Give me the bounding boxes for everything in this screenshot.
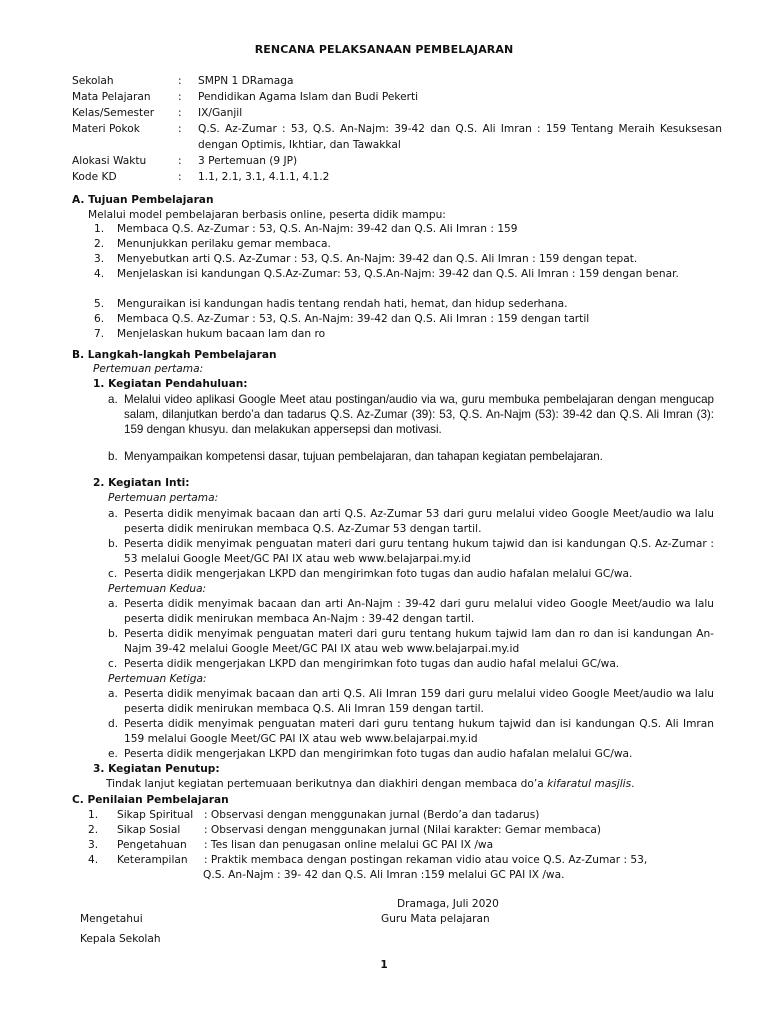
assessment-type: Sikap Sosial — [117, 824, 181, 836]
assessment-row — [88, 853, 647, 868]
section-b-heading: B. Langkah-langkah Pembelajaran — [72, 349, 277, 361]
assessment-number: 4. — [88, 854, 99, 866]
closing-prayer-name: kifaratul masjlis — [547, 778, 632, 790]
closing-paragraph — [106, 777, 635, 792]
identity-value: 1.1, 2.1, 3.1, 4.1.1, 4.1.2 — [198, 171, 330, 183]
closing-period: . — [631, 778, 635, 790]
list-item: Peserta didik menyimak bacaan dan arti An-Najm : 39-42 dari guru melalui video Google Meet/audio wa lalu peserta didik menirukan membaca An-Najm : 39-42 dengan tartil. — [124, 598, 714, 625]
list-number: 2. — [94, 238, 105, 250]
list-number: 4. — [94, 268, 105, 280]
list-item: Peserta didik menyimak bacaan dan arti Q.S. Az-Zumar 53 dari guru melalui video Google Meet/audio wa lalu peserta didik menirukan membaca Q.S. Az-Zumar 53 dengan tartil. — [124, 508, 714, 535]
meeting-label: Pertemuan Kedua: — [108, 583, 207, 595]
list-number: 6. — [94, 313, 105, 325]
list-item: Menguraikan isi kandungan hadis tentang rendah hati, hemat, dan hidup sederhana. — [117, 298, 568, 310]
assessment-type: Sikap Spiritual — [117, 809, 194, 821]
subsection-heading: 2. Kegiatan Inti: — [93, 477, 190, 489]
identity-sep: : — [178, 91, 182, 103]
list-letter: e. — [108, 748, 118, 760]
principal-label: Kepala Sekolah — [80, 933, 161, 945]
list-item: Menjelaskan isi kandungan Q.S.Az-Zumar: 53, Q.S.An-Najm: 39-42 dan Q.S. Ali Imran : 159 dengan benar. — [117, 268, 679, 280]
list-item: Melalui video aplikasi Google Meet atau postingan/audio via wa, guru membuka pembelajaran dengan mengucap salam, dilanjutkan berdo’a dan tadarus Q.S. Az-Zumar (39): 53, Q.S. An-Najm (53): 39-42 dan Q.S. Ali Imran (3): 159 dengan khusyu. dan melakukan appersepsi dan motivasi. — [124, 393, 714, 436]
identity-value: Q.S. Az-Zumar : 53, Q.S. An-Najm: 39-42 dan Q.S. Ali Imran : 159 Tentang Meraih Kesuksesan dengan Optimis, Ikhtiar, dan Tawakkal — [198, 123, 722, 151]
identity-key: Sekolah — [72, 75, 114, 87]
list-item: Peserta didik mengerjakan LKPD dan mengirimkan foto tugas dan audio hafal melalui GC/wa. — [124, 658, 620, 670]
identity-sep: : — [178, 155, 182, 167]
section-a-intro: Melalui model pembelajaran berbasis online, peserta didik mampu: — [88, 209, 446, 221]
identity-row — [72, 73, 722, 89]
identity-key: Kelas/Semester — [72, 107, 155, 119]
assessment-method: : Praktik membaca dengan postingan rekaman vidio atau voice Q.S. Az-Zumar : 53, — [204, 854, 648, 866]
identity-row — [72, 89, 722, 105]
assessment-method: : Observasi dengan menggunakan jurnal (Nilai karakter: Gemar membaca) — [204, 824, 602, 836]
list-letter: b. — [108, 628, 119, 640]
list-letter: d. — [108, 718, 119, 730]
identity-sep: : — [178, 75, 182, 87]
closing-text: Tindak lanjut kegiatan pertemuaan berikutnya dan diakhiri dengan membaca do’a — [106, 778, 544, 790]
identity-value: 3 Pertemuan (9 JP) — [198, 155, 298, 167]
assessment-row — [88, 823, 647, 838]
assessment-table — [88, 808, 647, 868]
subsection-heading: 1. Kegiatan Pendahuluan: — [93, 378, 248, 390]
list-item: Peserta didik menyimak penguatan materi dari guru tentang hukum tajwid dan isi kandungan Q.S. Ali Imran 159 melalui Google Meet/GC PAI IX atau web www.belajarpai.my.id — [124, 718, 714, 745]
list-item: Menunjukkan perilaku gemar membaca. — [117, 238, 331, 250]
identity-sep: : — [178, 123, 182, 135]
assessment-type: Pengetahuan — [117, 839, 187, 851]
list-item: Peserta didik menyimak penguatan materi dari guru tentang hukum tajwid dan isi kandungan Q.S. Az-Zumar : 53 melalui Google Meet/GC PAI IX atau web www.belajarpai.my.id — [124, 538, 714, 565]
list-letter: b. — [108, 538, 119, 550]
section-a-heading: A. Tujuan Pembelajaran — [72, 194, 214, 206]
assessment-method-continued: Q.S. An-Najm : 39- 42 dan Q.S. Ali Imran :159 melalui GC PAI IX /wa. — [203, 869, 565, 881]
list-item: Peserta didik mengerjakan LKPD dan mengirimkan foto tugas dan audio hafalan melalui GC/wa. — [124, 748, 633, 760]
section-c-heading: C. Penilaian Pembelajaran — [72, 794, 229, 806]
place-date: Dramaga, Juli 2020 — [397, 898, 499, 910]
list-item: Membaca Q.S. Az-Zumar : 53, Q.S. An-Najm: 39-42 dan Q.S. Ali Imran : 159 dengan tartil — [117, 313, 590, 325]
list-item: Membaca Q.S. Az-Zumar : 53, Q.S. An-Najm: 39-42 dan Q.S. Ali Imran : 159 — [117, 223, 518, 235]
identity-sep: : — [178, 171, 182, 183]
identity-value: SMPN 1 DRamaga — [198, 75, 294, 87]
page-number: 1 — [380, 959, 388, 971]
identity-key: Kode KD — [72, 171, 117, 183]
list-letter: a. — [108, 508, 118, 520]
teacher-label: Guru Mata pelajaran — [381, 913, 490, 925]
assessment-row — [88, 808, 647, 823]
identity-key: Materi Pokok — [72, 123, 140, 135]
list-number: 1. — [94, 223, 105, 235]
list-number: 3. — [94, 253, 105, 265]
document-title: RENCANA PELAKSANAAN PEMBELAJARAN — [254, 43, 514, 56]
meeting-label: Pertemuan pertama: — [93, 363, 204, 375]
identity-table — [72, 73, 722, 185]
identity-row — [72, 169, 722, 185]
list-item: Peserta didik mengerjakan LKPD dan mengirimkan foto tugas dan audio hafalan melalui GC/wa. — [124, 568, 633, 580]
list-number: 7. — [94, 328, 105, 340]
identity-value: Pendidikan Agama Islam dan Budi Pekerti — [198, 91, 419, 103]
identity-key: Alokasi Waktu — [72, 155, 147, 167]
identity-sep: : — [178, 107, 182, 119]
list-item: Peserta didik menyimak penguatan materi dari guru tentang hukum tajwid lam dan ro dan isi kandungan An-Najm 39-42 melalui Google Meet/GC PAI IX atau web www.belajarpai.my.id — [124, 628, 714, 655]
assessment-number: 1. — [88, 809, 99, 821]
list-letter: a. — [108, 598, 118, 610]
list-item: Menyebutkan arti Q.S. Az-Zumar : 53, Q.S. An-Najm: 39-42 dan Q.S. Ali Imran : 159 dengan tepat. — [117, 253, 638, 265]
assessment-type: Keterampilan — [117, 854, 188, 866]
approval-label: Mengetahui — [80, 913, 143, 925]
identity-value: IX/Ganjil — [198, 107, 243, 119]
identity-row — [72, 121, 722, 153]
identity-row — [72, 105, 722, 121]
list-letter: b. — [108, 450, 118, 463]
list-letter: a. — [108, 393, 118, 406]
assessment-number: 2. — [88, 824, 99, 836]
identity-row — [72, 153, 722, 169]
identity-key: Mata Pelajaran — [72, 91, 151, 103]
subsection-heading: 3. Kegiatan Penutup: — [93, 763, 220, 775]
list-letter: a. — [108, 688, 118, 700]
list-item: Peserta didik menyimak bacaan dan arti Q.S. Ali Imran 159 dari guru melalui video Google Meet/audio wa lalu peserta didik menirukan membaca Q.S. Ali Imran 159 dengan tartil. — [124, 688, 714, 715]
assessment-method: : Observasi dengan menggunakan jurnal (Berdo’a dan tadarus) — [204, 809, 540, 821]
assessment-method: : Tes lisan dan penugasan online melalui GC PAI IX /wa — [204, 839, 494, 851]
meeting-label: Pertemuan pertama: — [108, 492, 219, 504]
meeting-label: Pertemuan Ketiga: — [108, 673, 207, 685]
list-number: 5. — [94, 298, 105, 310]
list-item: Menjelaskan hukum bacaan lam dan ro — [117, 328, 326, 340]
assessment-number: 3. — [88, 839, 99, 851]
list-letter: c. — [108, 568, 118, 580]
assessment-row — [88, 838, 647, 853]
list-letter: c. — [108, 658, 118, 670]
list-item: Menyampaikan kompetensi dasar, tujuan pembelajaran, dan tahapan kegiatan pembelajaran. — [124, 450, 603, 463]
